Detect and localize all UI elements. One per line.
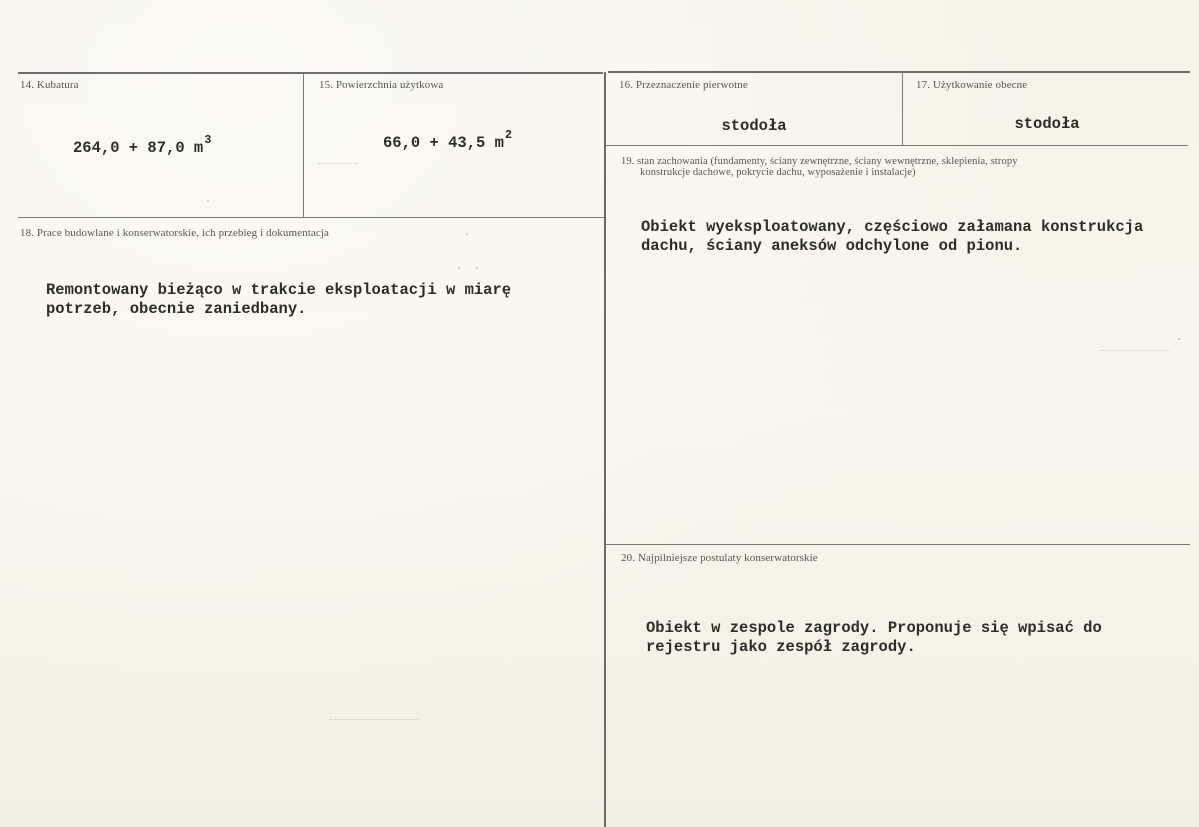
- rule-under-14-15: [18, 217, 604, 218]
- field-18-label: 18. Prace budowlane i konserwatorskie, ich przebieg i dokumentacja: [20, 227, 329, 239]
- field-14-label: 14. Kubatura: [20, 79, 79, 91]
- field-19-line-2: dachu, ściany aneksów odchylone od pionu.: [641, 237, 1023, 255]
- scan-speck: [466, 233, 468, 235]
- divider-16-17: [902, 72, 903, 145]
- field-15-value-exponent: 2: [504, 128, 513, 142]
- center-divider: [604, 72, 606, 827]
- field-14-value-exponent: 3: [204, 133, 212, 147]
- scan-speck: [207, 200, 209, 202]
- field-20-line-1: Obiekt w zespole zagrody. Proponuje się wpisać do: [646, 619, 1102, 637]
- field-20-line-2: rejestru jako zespół zagrody.: [646, 638, 916, 656]
- field-18-line-2: potrzeb, obecnie zaniedbany.: [46, 300, 307, 318]
- divider-14-15: [303, 73, 304, 217]
- rule-under-16-17: [606, 145, 1188, 146]
- field-19-label-line-2: konstrukcje dachowe, pokrycie dachu, wyposażenie i instalacje): [640, 167, 916, 178]
- field-16-value: stodoła: [721, 117, 787, 135]
- scan-speck: [476, 267, 478, 269]
- faint-rule: [318, 163, 358, 165]
- faint-rule: [330, 719, 420, 721]
- field-20-label: 20. Najpilniejsze postulaty konserwatorskie: [621, 552, 818, 564]
- top-rule-right: [608, 71, 1190, 73]
- faint-rule: [1100, 350, 1170, 352]
- field-15-value-main: 66,0 + 43,5 m: [383, 134, 504, 152]
- field-15-label: 15. Powierzchnia użytkowa: [319, 79, 444, 91]
- scan-speck: [1178, 338, 1180, 340]
- scan-speck: [458, 267, 460, 269]
- field-15-value: [383, 128, 513, 154]
- field-16-label: 16. Przeznaczenie pierwotne: [619, 79, 748, 91]
- rule-above-20: [606, 544, 1190, 545]
- field-18-line-1: Remontowany bieżąco w trakcie eksploatacji w miarę: [46, 281, 512, 299]
- field-17-value: stodoła: [1014, 115, 1080, 133]
- top-rule-left: [18, 72, 603, 74]
- field-14-value-main: 264,0 + 87,0 m: [73, 139, 204, 157]
- field-14-value: [73, 133, 212, 159]
- field-17-label: 17. Użytkowanie obecne: [916, 79, 1028, 91]
- field-19-line-1: Obiekt wyeksploatowany, częściowo załamana konstrukcja: [641, 218, 1144, 236]
- field-19-label-line-1: 19. stan zachowania (fundamenty, ściany zewnętrzne, ściany wewnętrzne, sklepienia, stropy: [621, 156, 1018, 167]
